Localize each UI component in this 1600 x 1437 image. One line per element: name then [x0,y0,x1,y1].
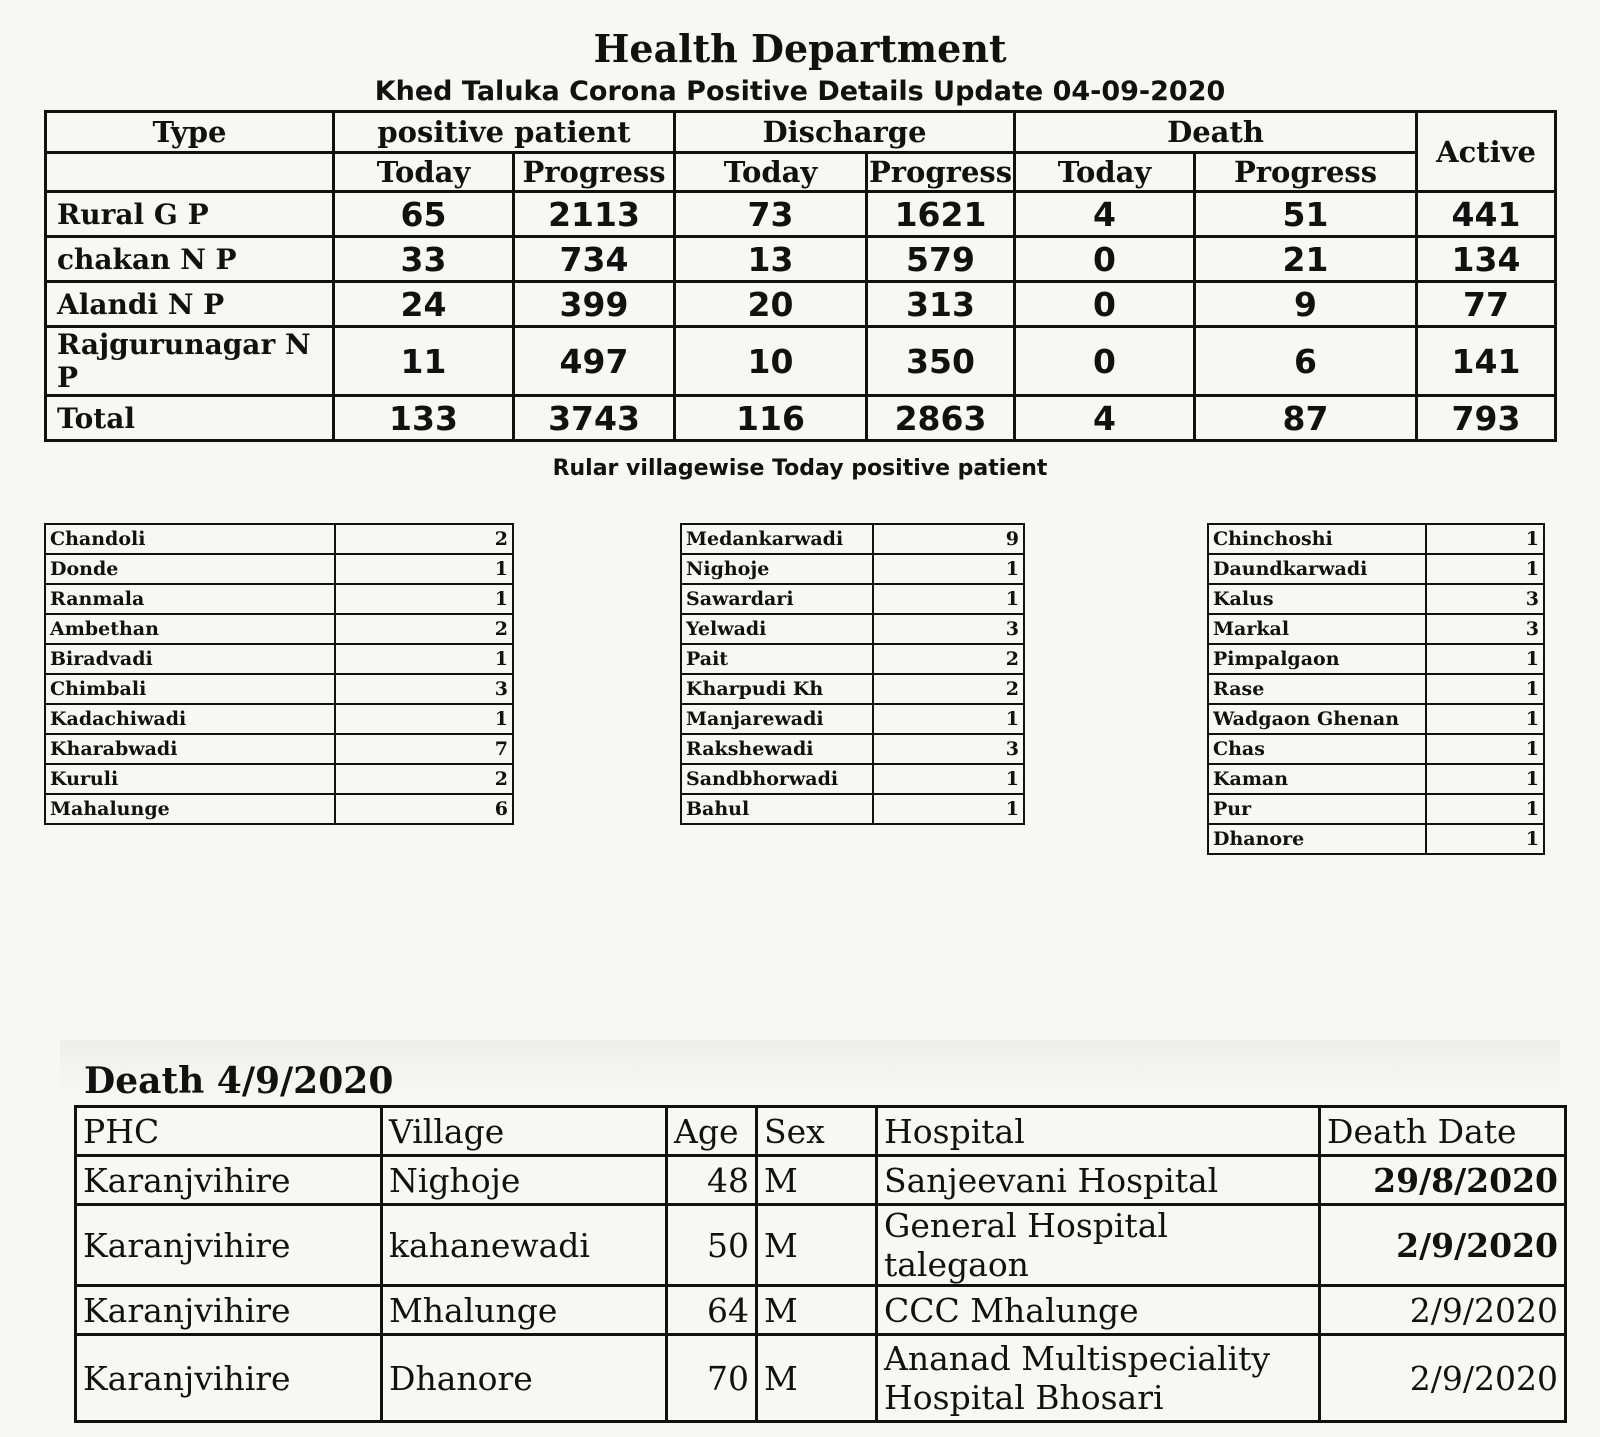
death-cell-village: Dhanore [382,1335,667,1422]
village-count: 1 [1426,794,1544,824]
sub-today-header: Today [1015,153,1195,192]
death-heading: Death 4/9/2020 [84,1060,394,1102]
cell-dis-today: 20 [675,282,867,327]
death-cell-sex: M [757,1286,877,1335]
death-row [76,1286,1566,1335]
village-count: 1 [1426,824,1544,854]
village-row [45,674,513,704]
village-row [1208,614,1544,644]
village-name: Wadgaon Ghenan [1208,704,1426,734]
village-row [45,554,513,584]
cell-type: chakan N P [46,237,334,282]
village-name: Sawardari [681,584,873,614]
village-row [1208,554,1544,584]
village-name: Biradvadi [45,644,335,674]
death-cell-village: Mhalunge [382,1286,667,1335]
village-count: 1 [873,794,1024,824]
cell-death-progress: 87 [1195,396,1417,441]
col-death-header: Death [1015,112,1417,153]
village-name: Ranmala [45,584,335,614]
cell-death-progress: 21 [1195,237,1417,282]
cell-type: Rural G P [46,192,334,237]
death-cell-phc: Karanjvihire [76,1156,382,1205]
village-name: Donde [45,554,335,584]
village-name: Chas [1208,734,1426,764]
cell-type: Alandi N P [46,282,334,327]
village-row [45,584,513,614]
cell-pos-progress: 2113 [514,192,675,237]
village-row [1208,824,1544,854]
village-name: Pimpalgaon [1208,644,1426,674]
village-count: 1 [873,584,1024,614]
village-name: Chimbali [45,674,335,704]
cell-pos-today: 33 [334,237,514,282]
cell-death-today: 4 [1015,192,1195,237]
village-count: 1 [335,704,513,734]
cell-death-today: 0 [1015,282,1195,327]
village-name: Pur [1208,794,1426,824]
cell-dis-today: 73 [675,192,867,237]
village-name: Markal [1208,614,1426,644]
village-row [45,764,513,794]
cell-dis-progress: 579 [867,237,1015,282]
death-row [76,1205,1566,1286]
cell-pos-progress: 399 [514,282,675,327]
summary-row [46,192,1556,237]
village-table-1 [44,523,514,825]
sub-progress-header: Progress [1195,153,1417,192]
village-row [45,614,513,644]
village-name: Manjarewadi [681,704,873,734]
col-sex-header: Sex [757,1107,877,1156]
village-row [681,524,1024,554]
death-cell-sex: M [757,1156,877,1205]
death-table [74,1105,1567,1423]
cell-dis-progress: 313 [867,282,1015,327]
col-type-header: Type [46,112,334,153]
village-count: 3 [1426,614,1544,644]
village-row [1208,524,1544,554]
cell-pos-progress: 497 [514,327,675,396]
village-name: Mahalunge [45,794,335,824]
death-cell-date: 2/9/2020 [1320,1286,1566,1335]
village-row [681,644,1024,674]
death-row [76,1335,1566,1422]
death-cell-sex: M [757,1205,877,1286]
village-count: 2 [335,764,513,794]
village-count: 2 [335,524,513,554]
cell-active: 134 [1417,237,1556,282]
cell-dis-today: 13 [675,237,867,282]
col-age-header: Age [667,1107,757,1156]
col-active-header: Active [1417,112,1556,192]
cell-death-today: 4 [1015,396,1195,441]
village-count: 1 [335,644,513,674]
village-count: 2 [873,644,1024,674]
death-cell-date: 2/9/2020 [1320,1205,1566,1286]
village-table-3 [1207,523,1545,855]
cell-death-today: 0 [1015,237,1195,282]
death-cell-age: 48 [667,1156,757,1205]
village-name: Kharpudi Kh [681,674,873,704]
death-cell-age: 70 [667,1335,757,1422]
village-count: 2 [335,614,513,644]
village-row [45,644,513,674]
village-row [45,794,513,824]
empty-cell [46,153,334,192]
village-name: Bahul [681,794,873,824]
village-table-2 [680,523,1025,825]
death-cell-hospital: Ananad Multispeciality Hospital Bhosari [877,1335,1320,1422]
village-count: 1 [1426,704,1544,734]
village-count: 7 [335,734,513,764]
village-count: 1 [873,704,1024,734]
col-positive-header: positive patient [334,112,675,153]
death-cell-hospital: Sanjeevani Hospital [877,1156,1320,1205]
summary-subheader-row [46,153,1556,192]
village-name: Rakshewadi [681,734,873,764]
village-name: Medankarwadi [681,524,873,554]
page-title: Health Department [593,26,1007,71]
summary-row [46,396,1556,441]
village-name: Kharabwadi [45,734,335,764]
village-name: Chinchoshi [1208,524,1426,554]
village-row [1208,584,1544,614]
death-cell-hospital: General Hospital talegaon [877,1205,1320,1286]
cell-death-today: 0 [1015,327,1195,396]
death-cell-hospital: CCC Mhalunge [877,1286,1320,1335]
village-row [1208,704,1544,734]
village-name: Kalus [1208,584,1426,614]
village-name: Ambethan [45,614,335,644]
cell-pos-progress: 3743 [514,396,675,441]
village-count: 9 [873,524,1024,554]
cell-pos-progress: 734 [514,237,675,282]
death-cell-age: 50 [667,1205,757,1286]
village-name: Pait [681,644,873,674]
col-phc-header: PHC [76,1107,382,1156]
cell-pos-today: 65 [334,192,514,237]
village-name: Nighoje [681,554,873,584]
village-row [681,674,1024,704]
village-row [1208,734,1544,764]
cell-pos-today: 133 [334,396,514,441]
death-header-row [76,1107,1566,1156]
village-name: Yelwadi [681,614,873,644]
village-count: 1 [1426,554,1544,584]
col-hospital-header: Hospital [877,1107,1320,1156]
col-discharge-header: Discharge [675,112,1015,153]
cell-dis-progress: 350 [867,327,1015,396]
cell-dis-today: 10 [675,327,867,396]
village-count: 3 [1426,584,1544,614]
cell-pos-today: 24 [334,282,514,327]
cell-dis-progress: 1621 [867,192,1015,237]
death-cell-phc: Karanjvihire [76,1335,382,1422]
village-name: Rase [1208,674,1426,704]
cell-dis-today: 116 [675,396,867,441]
village-name: Kaman [1208,764,1426,794]
death-cell-age: 64 [667,1286,757,1335]
death-cell-village: Nighoje [382,1156,667,1205]
cell-death-progress: 51 [1195,192,1417,237]
village-count: 3 [335,674,513,704]
village-count: 1 [1426,644,1544,674]
village-count: 1 [1426,524,1544,554]
cell-active: 141 [1417,327,1556,396]
village-row [45,524,513,554]
death-cell-village: kahanewadi [382,1205,667,1286]
village-row [681,704,1024,734]
village-count: 1 [873,764,1024,794]
village-name: Sandbhorwadi [681,764,873,794]
sub-today-header: Today [675,153,867,192]
village-row [681,614,1024,644]
village-count: 1 [873,554,1024,584]
summary-header-row [46,112,1556,153]
village-name: Chandoli [45,524,335,554]
village-row [1208,644,1544,674]
village-name: Daundkarwadi [1208,554,1426,584]
village-row [681,554,1024,584]
village-row [681,794,1024,824]
col-death-date-header: Death Date [1320,1107,1566,1156]
village-name: Dhanore [1208,824,1426,854]
cell-active: 441 [1417,192,1556,237]
cell-type: Total [46,396,334,441]
summary-row [46,327,1556,396]
cell-active: 793 [1417,396,1556,441]
village-count: 1 [1426,674,1544,704]
village-count: 1 [1426,734,1544,764]
summary-table [44,110,1557,442]
village-section-heading: Rular villagewise Today positive patient [552,456,1048,481]
village-row [45,734,513,764]
village-row [1208,674,1544,704]
cell-death-progress: 6 [1195,327,1417,396]
village-count: 1 [1426,764,1544,794]
sub-progress-header: Progress [514,153,675,192]
cell-type: Rajgurunagar N P [46,327,334,396]
village-count: 1 [335,554,513,584]
death-cell-sex: M [757,1335,877,1422]
death-cell-date: 29/8/2020 [1320,1156,1566,1205]
village-row [681,584,1024,614]
sub-today-header: Today [334,153,514,192]
cell-dis-progress: 2863 [867,396,1015,441]
village-name: Kadachiwadi [45,704,335,734]
village-row [1208,794,1544,824]
death-row [76,1156,1566,1205]
village-count: 6 [335,794,513,824]
summary-row [46,282,1556,327]
cell-pos-today: 11 [334,327,514,396]
page-subtitle: Khed Taluka Corona Positive Details Update 04-09-2020 [374,76,1226,107]
col-village-header: Village [382,1107,667,1156]
village-name: Kuruli [45,764,335,794]
death-cell-phc: Karanjvihire [76,1286,382,1335]
sub-progress-header: Progress [867,153,1015,192]
village-row [45,704,513,734]
village-row [1208,764,1544,794]
summary-row [46,237,1556,282]
village-count: 2 [873,674,1024,704]
village-row [681,734,1024,764]
death-cell-date: 2/9/2020 [1320,1335,1566,1422]
cell-death-progress: 9 [1195,282,1417,327]
village-count: 3 [873,614,1024,644]
death-cell-phc: Karanjvihire [76,1205,382,1286]
village-count: 3 [873,734,1024,764]
cell-active: 77 [1417,282,1556,327]
village-row [681,764,1024,794]
village-count: 1 [335,584,513,614]
